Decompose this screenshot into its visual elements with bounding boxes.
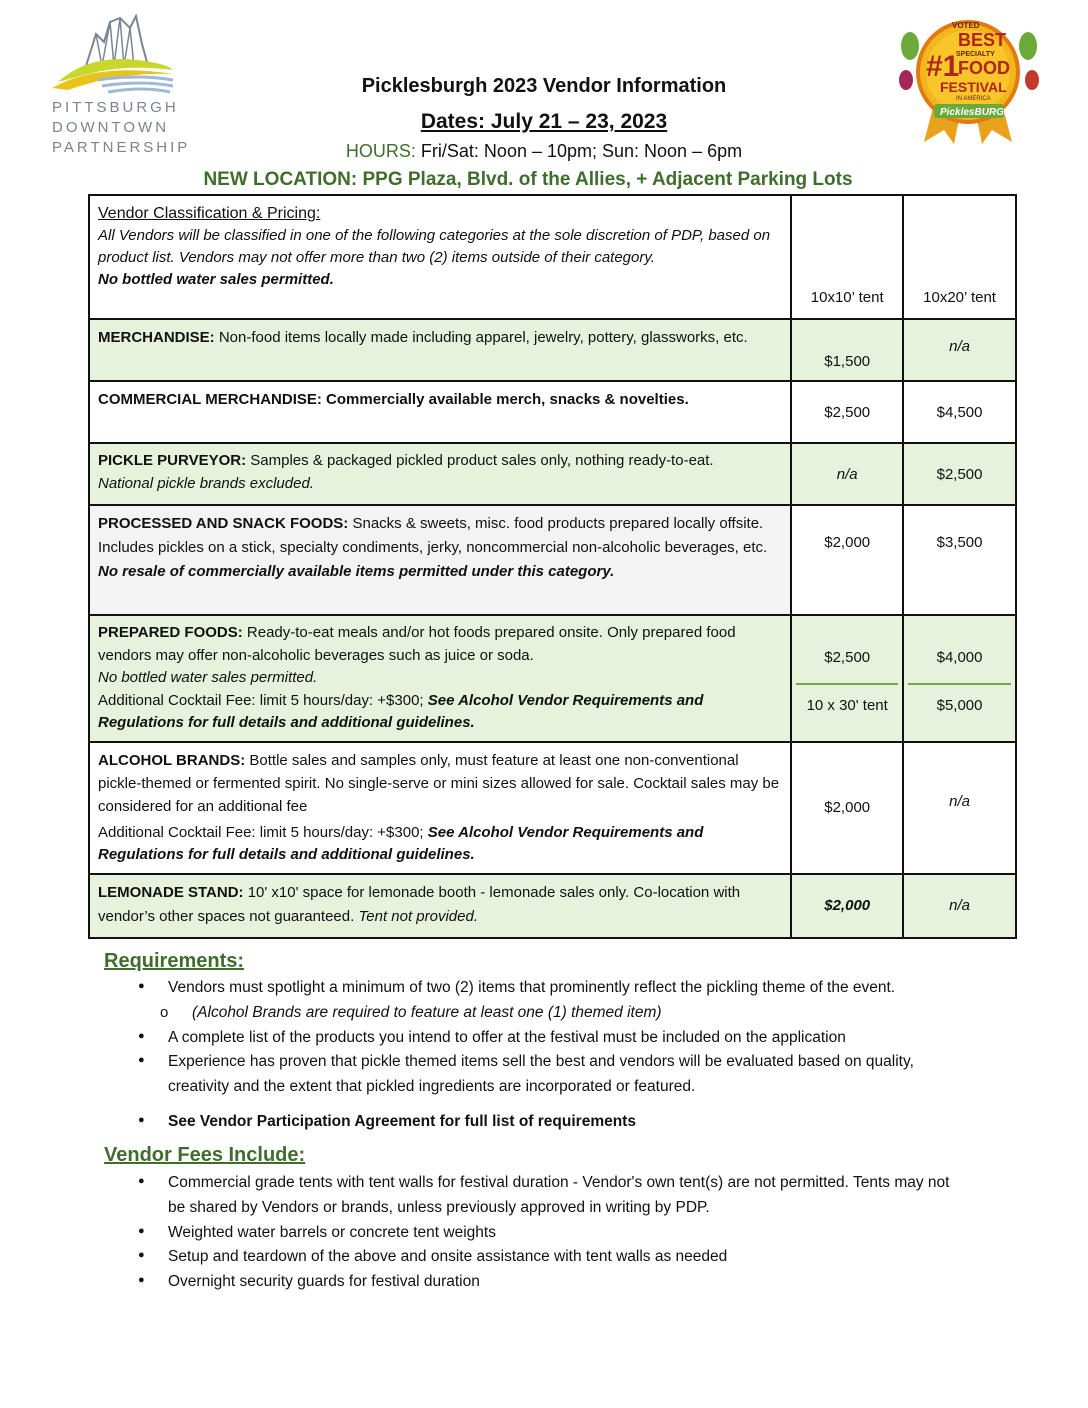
table-row-alcohol-brands bbox=[89, 742, 1016, 874]
row-text: 10' x10' space for lemonade booth - lemonade sales only. Co-location with vendor’s other spaces not guaranteed. bbox=[98, 883, 741, 925]
list-item: ● Overnight security guards for festival duration bbox=[168, 1270, 958, 1295]
price-10x20: $2,500 bbox=[903, 443, 1016, 505]
row-desc bbox=[89, 615, 791, 742]
col-header-10x20: 10x20’ tent bbox=[903, 195, 1016, 319]
price-10x20: n/a bbox=[903, 742, 1016, 874]
price-10x10: $2,500 bbox=[791, 381, 903, 443]
row-fee-note: See Alcohol Vendor Requirements and Regulations for full details and additional guidelines. bbox=[98, 824, 704, 863]
row-name: COMMERCIAL MERCHANDISE: bbox=[98, 391, 322, 408]
event-hours bbox=[0, 141, 1088, 162]
price-10x30-value: $5,000 bbox=[936, 696, 983, 714]
classification-note: All Vendors will be classified in one of the following categories at the sole discretion of PDP, based on product list. Vendors may not offer more than two (2) items outside of their category. bbox=[98, 227, 771, 266]
table-row-pickle-purveyor bbox=[89, 443, 1016, 505]
logo-text-line3: PARTNERSHIP bbox=[52, 139, 191, 156]
badge-america: IN AMERICA bbox=[956, 96, 991, 102]
table-row-prepared-foods bbox=[89, 615, 1016, 742]
list-item: ● Experience has proven that pickle themed items sell the best and vendors will be evaluated based on quality, creativity and the extent that pickled ingredients are incorporated or featured. bbox=[168, 1050, 968, 1100]
row-desc bbox=[89, 505, 791, 615]
price-10x20-value: $4,000 bbox=[908, 631, 1011, 685]
hours-value: Fri/Sat: Noon – 10pm; Sun: Noon – 6pm bbox=[420, 141, 743, 161]
badge-number: #1 bbox=[926, 50, 960, 83]
price-10x10: $1,500 bbox=[791, 319, 903, 381]
table-row-commercial-merchandise bbox=[89, 381, 1016, 443]
row-desc bbox=[89, 443, 791, 505]
vendor-fees-heading: Vendor Fees Include: bbox=[104, 1144, 306, 1166]
row-text: Commercially available merch, snacks & novelties. bbox=[321, 391, 689, 408]
price-10x10-value: $2,500 bbox=[796, 631, 898, 685]
list-subitem: o (Alcohol Brands are required to feature at least one (1) themed item) bbox=[128, 1001, 968, 1026]
page-title: Picklesburgh 2023 Vendor Information bbox=[361, 75, 727, 97]
row-text: Bottle sales and samples only, must feature at least one non-conventional pickle-themed or fermented spirit. No single-serve or mini sizes allowed for sale. Cocktail sales may be considered for an additional fee bbox=[98, 751, 780, 815]
logo-text-line2: DOWNTOWN bbox=[52, 119, 170, 136]
list-item: ● A complete list of the products you intend to offer at the festival must be included on the application bbox=[168, 1026, 968, 1051]
row-note: National pickle brands excluded. bbox=[98, 474, 314, 492]
logo-text-line1: PITTSBURGH bbox=[52, 99, 179, 116]
row-fee: Additional Cocktail Fee: limit 5 hours/day: +$300; bbox=[98, 824, 428, 842]
event-location: NEW LOCATION: PPG Plaza, Blvd. of the Allies, + Adjacent Parking Lots bbox=[203, 169, 853, 190]
row-text: Non-food items locally made including apparel, jewelry, pottery, glassworks, etc. bbox=[214, 329, 748, 346]
badge-best: BEST bbox=[958, 30, 1007, 50]
list-item: ● Weighted water barrels or concrete tent weights bbox=[168, 1221, 958, 1246]
price-10x20: n/a bbox=[903, 874, 1016, 938]
classification-title: Vendor Classification & Pricing: bbox=[98, 205, 321, 222]
row-text: Samples & packaged pickled product sales only, nothing ready-to-eat. bbox=[246, 452, 714, 469]
row-note: No bottled water sales permitted. bbox=[98, 669, 318, 686]
table-header-row bbox=[89, 195, 1016, 319]
row-text: Snacks & sweets, misc. food products prepared locally offsite. Includes pickles on a stick, specialty condiments, jerky, noncommercial non-alcoholic beverages, etc. bbox=[98, 515, 768, 556]
row-desc bbox=[89, 381, 791, 443]
row-note: No resale of commercially available items permitted under this category. bbox=[98, 563, 615, 580]
list-item: ● Setup and teardown of the above and onsite assistance with tent walls as needed bbox=[168, 1245, 958, 1270]
requirements-list bbox=[168, 976, 968, 1135]
price-10x20 bbox=[903, 615, 1016, 742]
classification-header-cell bbox=[89, 195, 791, 319]
classification-note-bold: No bottled water sales permitted. bbox=[98, 270, 334, 288]
price-10x10: n/a bbox=[791, 443, 903, 505]
price-10x20: $4,500 bbox=[903, 381, 1016, 443]
row-name: ALCOHOL BRANDS: bbox=[98, 751, 246, 769]
col-header-10x10: 10x10’ tent bbox=[791, 195, 903, 319]
price-10x10 bbox=[791, 615, 903, 742]
badge-festival: FESTIVAL bbox=[940, 79, 1007, 95]
list-item: ● Commercial grade tents with tent walls for festival duration - Vendor's own tent(s) are not permitted. Tents may not be shared by Vendors or brands, unless previously approved in writing by PDP. bbox=[168, 1171, 958, 1221]
row-fee: Additional Cocktail Fee: limit 5 hours/day: +$300; bbox=[98, 691, 428, 709]
badge-food: FOOD bbox=[958, 58, 1010, 78]
row-desc bbox=[89, 319, 791, 381]
row-fee-note: See Alcohol Vendor Requirements and Regulations for full details and additional guidelines. bbox=[98, 691, 704, 731]
table-row-processed-snack-foods bbox=[89, 505, 1016, 615]
tent-10x30-label: 10 x 30' tent bbox=[806, 696, 888, 714]
row-desc bbox=[89, 742, 791, 874]
price-10x10: $2,000 bbox=[791, 505, 903, 615]
vendor-pricing-table bbox=[88, 194, 1017, 939]
badge-voted: VOTED bbox=[952, 21, 980, 30]
table-row-lemonade-stand bbox=[89, 874, 1016, 938]
hours-label: HOURS: bbox=[345, 141, 416, 161]
row-name: PREPARED FOODS: bbox=[98, 624, 243, 641]
table-row-merchandise bbox=[89, 319, 1016, 381]
row-name: MERCHANDISE: bbox=[98, 329, 215, 346]
price-10x10: $2,000 bbox=[791, 742, 903, 874]
row-name: PROCESSED AND SNACK FOODS: bbox=[98, 515, 349, 532]
row-name: PICKLE PURVEYOR: bbox=[98, 452, 247, 469]
event-dates: Dates: July 21 – 23, 2023 bbox=[420, 110, 668, 133]
row-note: Tent not provided. bbox=[358, 907, 478, 925]
list-item: ● See Vendor Participation Agreement for full list of requirements bbox=[168, 1110, 968, 1135]
requirements-heading: Requirements: bbox=[104, 950, 245, 972]
vendor-fees-list bbox=[168, 1171, 958, 1295]
list-item: ● Vendors must spotlight a minimum of two (2) items that prominently reflect the pickling theme of the event. bbox=[168, 976, 968, 1001]
row-name: LEMONADE STAND: bbox=[98, 883, 244, 901]
badge-brand: PicklesBURGH bbox=[940, 107, 1012, 118]
price-10x20: $3,500 bbox=[903, 505, 1016, 615]
row-text: Ready-to-eat meals and/or hot foods prepared onsite. Only prepared food vendors may offer non-alcoholic beverages such as juice or soda. bbox=[98, 624, 736, 664]
badge-specialty: SPECIALTY bbox=[956, 51, 995, 58]
row-desc bbox=[89, 874, 791, 938]
price-10x10: $2,000 bbox=[791, 874, 903, 938]
price-10x20: n/a bbox=[903, 319, 1016, 381]
